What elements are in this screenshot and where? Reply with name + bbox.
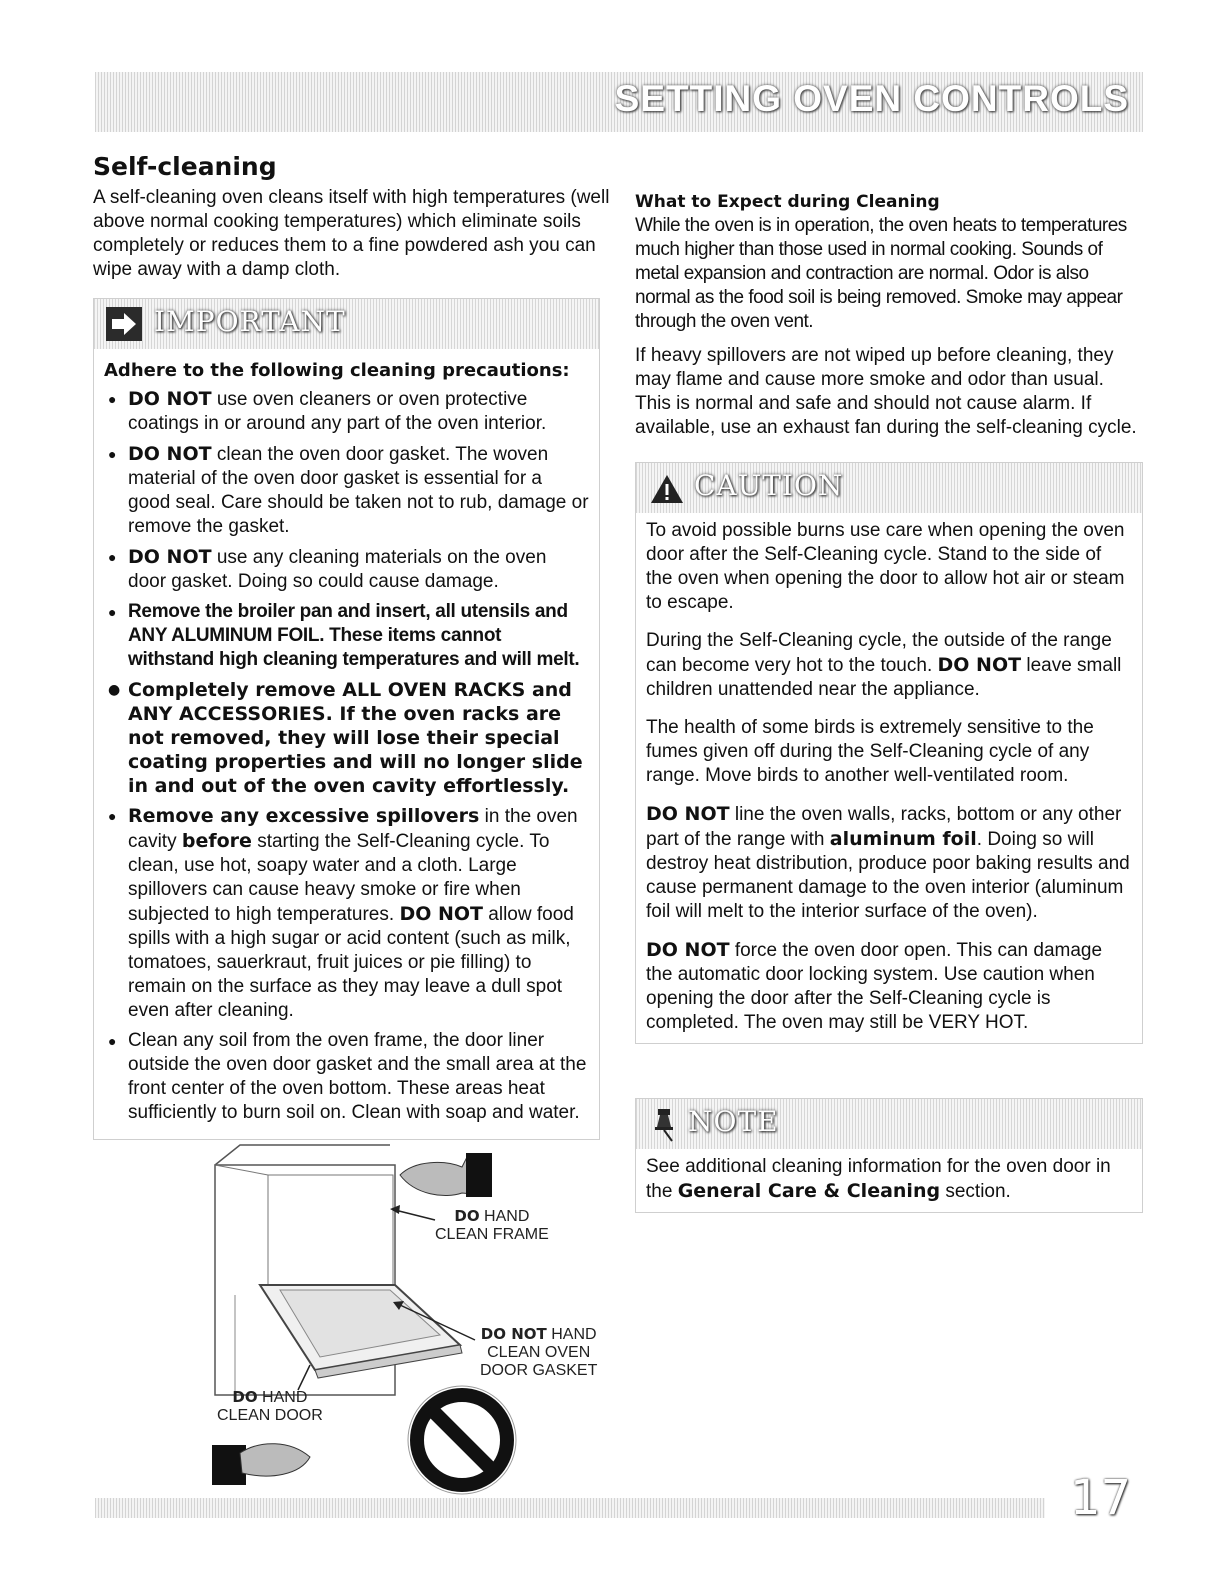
caution-paragraph-4: DO NOT line the oven walls, racks, bottom or any other part of the range with aluminum foil. Doing so will destroy heat distribution, produce poor baking results and cause permanent damage to the oven interior (aluminum foil will melt to the interior surface of the oven). [646, 803, 1130, 922]
note-label: NOTE [688, 1105, 779, 1138]
important-body [94, 349, 599, 1139]
list-item: ● DO NOT use any cleaning materials on the oven door gasket. Doing so could cause damage. [104, 545, 589, 594]
caution-paragraph-5: DO NOT force the oven door open. This can damage the automatic door locking system. Use caution when opening the door after the Self-Cleaning cycle is completed. The oven may still be VERY HOT. [646, 939, 1103, 1033]
important-subheading: Adhere to the following cleaning precautions: [104, 360, 570, 381]
list-item: ● Remove any excessive spillovers in the oven cavity before starting the Self-Cleaning cycle. To clean, use hot, soapy water and a cloth. Large spillovers can cause heavy smoke or fire when subjected to high temperatures. DO NOT allow food spills with a high sugar or acid content (such as milk, tomatoes, sauerkraut, fruit juices or pie filling) to remain on the surface as they may leave a dull spot even after cleaning. [104, 804, 589, 1023]
important-label: IMPORTANT [154, 305, 346, 338]
note-paragraph: See additional cleaning information for the oven door in the General Care & Cleaning section. [646, 1156, 1111, 1202]
page-number: 17 [1070, 1470, 1132, 1526]
caution-header [636, 463, 1142, 513]
list-item: ● DO NOT use oven cleaners or oven protective coatings in or around any part of the oven interior. [104, 387, 589, 436]
what-to-expect-heading: What to Expect during Cleaning [635, 192, 940, 212]
what-to-expect-paragraph-1: While the oven is in operation, the oven heats to temperatures much higher than those used in normal cooking. Sounds of metal expansion and contraction are normal. Odor is also normal as the food soil is being removed. Smoke may appear through the oven vent. [635, 215, 1127, 332]
oven-cleaning-diagram [200, 1135, 620, 1495]
do-clean-frame-label: DO HAND CLEAN FRAME [435, 1207, 549, 1243]
note-box [635, 1098, 1143, 1213]
caution-paragraph-1: To avoid possible burns use care when opening the oven door after the Self-Cleaning cycle. Stand to the side of the oven when opening the door to allow hot air or steam to escape. [646, 520, 1125, 613]
caution-paragraph-2: During the Self-Cleaning cycle, the outside of the range can become very hot to the touch. DO NOT leave small children unattended near the appliance. [646, 630, 1122, 700]
important-header [94, 299, 599, 349]
do-not-clean-gasket-label: DO NOT HAND CLEAN OVEN DOOR GASKET [480, 1325, 598, 1379]
important-box [93, 298, 600, 1140]
section-header-band [95, 72, 1143, 132]
note-body [636, 1149, 1142, 1212]
list-item: ● DO NOT clean the oven door gasket. The woven material of the oven door gasket is essential for a good seal. Care should be taken not to rub, damage or remove the gasket. [104, 442, 589, 539]
caution-body [636, 513, 1142, 1043]
list-item: ● Completely remove ALL OVEN RACKS and ANY ACCESSORIES. If the oven racks are not removed, they will lose their special coating properties and will no longer slide in and out of the oven cavity effortlessly. [104, 678, 589, 798]
caution-label: CAUTION [694, 469, 844, 502]
arrow-icon [106, 307, 142, 341]
pushpin-icon [652, 1107, 680, 1147]
what-to-expect-paragraph-2: If heavy spillovers are not wiped up before cleaning, they may flame and cause more smoke and odor than usual. This is normal and safe and should not cause alarm. If available, use an exhaust fan during the self-cleaning cycle. [635, 345, 1137, 438]
caution-box [635, 462, 1143, 1044]
note-header [636, 1099, 1142, 1149]
self-cleaning-intro: A self-cleaning oven cleans itself with high temperatures (well above normal cooking temperatures) which eliminate soils completely or reduces them to a fine powdered ash you can wipe away with a damp cloth. [93, 187, 610, 280]
do-clean-door-label: DO HAND CLEAN DOOR [217, 1388, 323, 1424]
section-title: SETTING OVEN CONTROLS [614, 78, 1129, 119]
list-item: ● Clean any soil from the oven frame, the door liner outside the oven door gasket and the small area at the front center of the oven bottom. These areas heat sufficiently to burn soil on. Clean with soap and water. [104, 1029, 589, 1125]
self-cleaning-heading: Self-cleaning [93, 152, 277, 181]
warning-triangle-icon [650, 473, 684, 509]
footer-band [95, 1498, 1045, 1518]
precautions-list [104, 387, 589, 1125]
caution-paragraph-3: The health of some birds is extremely sensitive to the fumes given off during the Self-Cleaning cycle of any range. Move birds to another well-ventilated room. [646, 717, 1094, 786]
what-to-expect-section [635, 190, 1143, 440]
list-item: ● Remove the broiler pan and insert, all utensils and ANY ALUMINUM FOIL. These items cannot withstand high cleaning temperatures and will melt. [104, 600, 589, 672]
oven-illustration [200, 1135, 620, 1495]
